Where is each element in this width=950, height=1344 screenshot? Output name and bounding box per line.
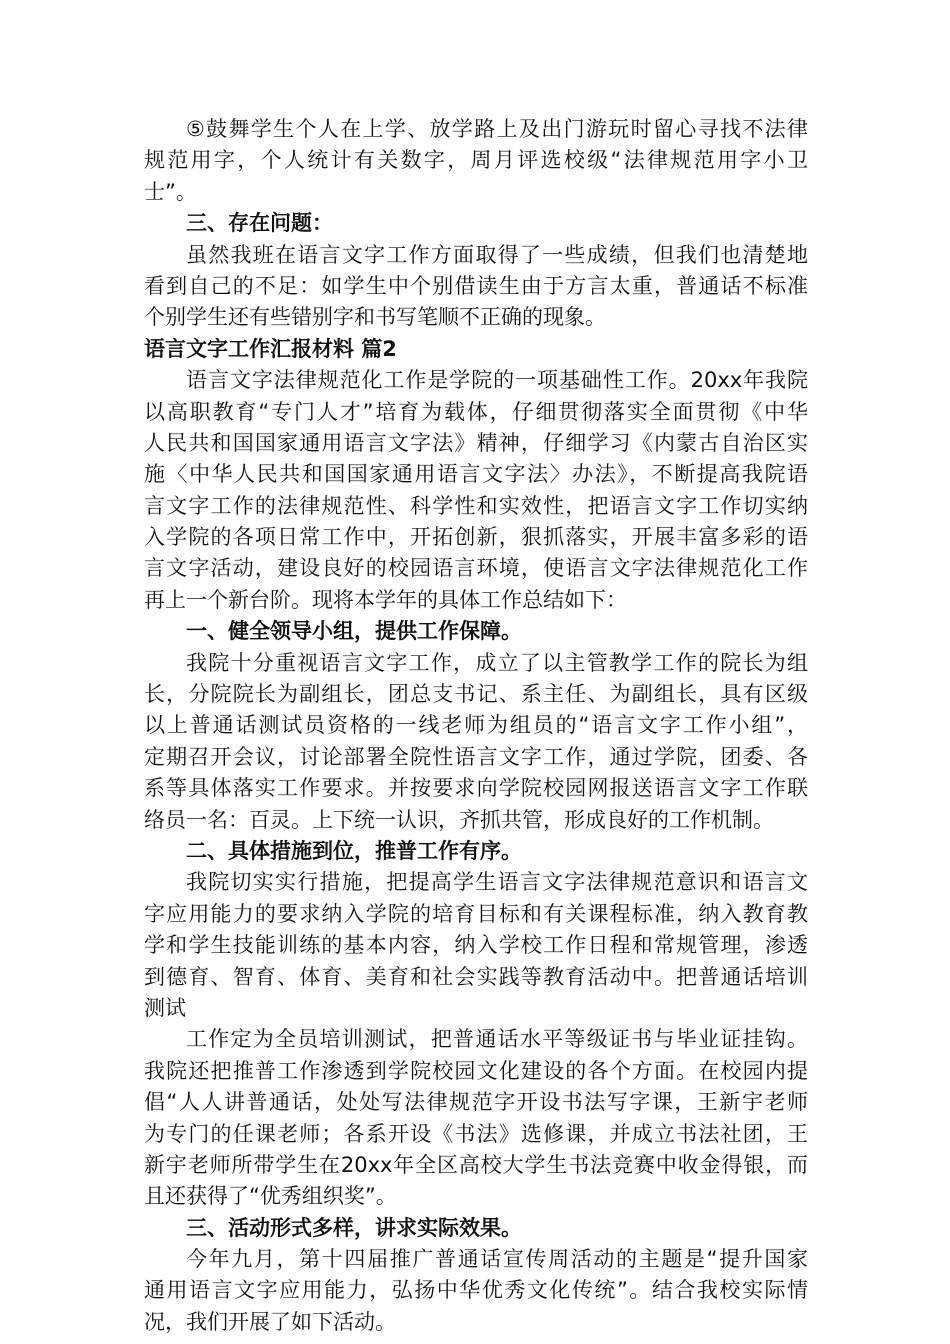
- paragraph-line: 以上普通话测试员资格的一线老师为组员的“语言文字工作小组”，: [144, 713, 808, 738]
- paragraph-line: 字应用能力的要求纳入学院的培育目标和有关课程标准，纳入教育教: [144, 901, 808, 926]
- paragraph-line: 况，我们开展了如下活动。: [144, 1309, 396, 1334]
- paragraph-line: 到德育、智育、体育、美育和社会实践等教育活动中。把普通话培训: [144, 964, 808, 989]
- paragraph-line: 言文字工作的法律规范性、科学性和实效性，把语言文字工作切实纳: [144, 493, 808, 518]
- paragraph-line: 倡“人人讲普通话，处处写法律规范字开设书法写字课，王新宇老师: [144, 1090, 808, 1115]
- paragraph-line: 个别学生还有些错别字和书写笔顺不正确的现象。: [144, 305, 606, 330]
- paragraph-line: 语言文字法律规范化工作是学院的一项基础性工作。20xx年我院: [186, 368, 808, 393]
- paragraph-line: 通用语言文字应用能力，弘扬中华优秀文化传统”。结合我校实际情: [144, 1278, 808, 1303]
- paragraph-line: 络员一名：百灵。上下统一认识，齐抓共管，形成良好的工作机制。: [144, 807, 774, 832]
- section-heading: 一、健全领导小组，提供工作保障。: [186, 619, 522, 644]
- paragraph-line: 新宇老师所带学生在20xx年全区高校大学生书法竞赛中收金得银，而: [144, 1152, 808, 1177]
- document-title: 语言文字工作汇报材料 篇2: [144, 336, 397, 361]
- paragraph-line: ⑤鼓舞学生个人在上学、放学路上及出门游玩时留心寻找不法律: [186, 117, 808, 141]
- paragraph-line: 虽然我班在语言文字工作方面取得了一些成绩，但我们也清楚地: [186, 242, 808, 267]
- paragraph-line: 入学院的各项日常工作中，开拓创新，狠抓落实，开展丰富多彩的语: [144, 525, 808, 550]
- paragraph-line: 言文字活动，建设良好的校园语言环境，使语言文字法律规范化工作: [144, 556, 808, 581]
- paragraph-line: 定期召开会议，讨论部署全院性语言文字工作，通过学院，团委、各: [144, 744, 808, 769]
- paragraph-line: 系等具体落实工作要求。并按要求向学院校园网报送语言文字工作联: [144, 776, 808, 801]
- paragraph-line: 我院切实实行措施，把提高学生语言文字法律规范意识和语言文: [186, 870, 808, 895]
- paragraph-line: 我院十分重视语言文字工作，成立了以主管教学工作的院长为组: [186, 650, 808, 675]
- paragraph-line: 工作定为全员培训测试，把普通话水平等级证书与毕业证挂钩。: [186, 1027, 808, 1052]
- paragraph-line: 规范用字，个人统计有关数字，周月评选校级“法律规范用字小卫: [144, 148, 808, 173]
- paragraph-line: 测试: [144, 995, 186, 1020]
- document-page: [144, 114, 808, 1338]
- section-heading: 三、活动形式多样，讲求实际效果。: [186, 1215, 522, 1240]
- paragraph-line: 看到自己的不足：如学生中个别借读生由于方言太重，普通话不标准: [144, 273, 808, 298]
- section-heading: 三、存在问题：: [186, 211, 333, 236]
- paragraph-line: 长，分院院长为副组长，团总支书记、系主任、为副组长，具有区级: [144, 682, 808, 707]
- paragraph-line: 施〈中华人民共和国国家通用语言文字法〉办法》，不断提高我院语: [144, 462, 808, 487]
- paragraph-line: 学和学生技能训练的基本内容，纳入学校工作日程和常规管理，渗透: [144, 933, 808, 958]
- paragraph-line: 人民共和国国家通用语言文字法》精神，仔细学习《内蒙古自治区实: [144, 430, 808, 455]
- paragraph-line: 再上一个新台阶。现将本学年的具体工作总结如下：: [144, 587, 627, 612]
- section-heading: 二、具体措施到位，推普工作有序。: [186, 838, 522, 863]
- paragraph-line: 为专门的任课老师；各系开设《书法》选修课，并成立书法社团，王: [144, 1121, 808, 1146]
- paragraph-line: 士”。: [144, 179, 197, 204]
- paragraph-line: 我院还把推普工作渗透到学院校园文化建设的各个方面。在校园内提: [144, 1058, 808, 1083]
- paragraph-line: 今年九月，第十四届推广普通话宣传周活动的主题是“提升国家: [186, 1247, 808, 1272]
- paragraph-line: 且还获得了“优秀组织奖”。: [144, 1184, 397, 1209]
- paragraph-line: 以高职教育“专门人才”培育为载体，仔细贯彻落实全面贯彻《中华: [144, 399, 808, 424]
